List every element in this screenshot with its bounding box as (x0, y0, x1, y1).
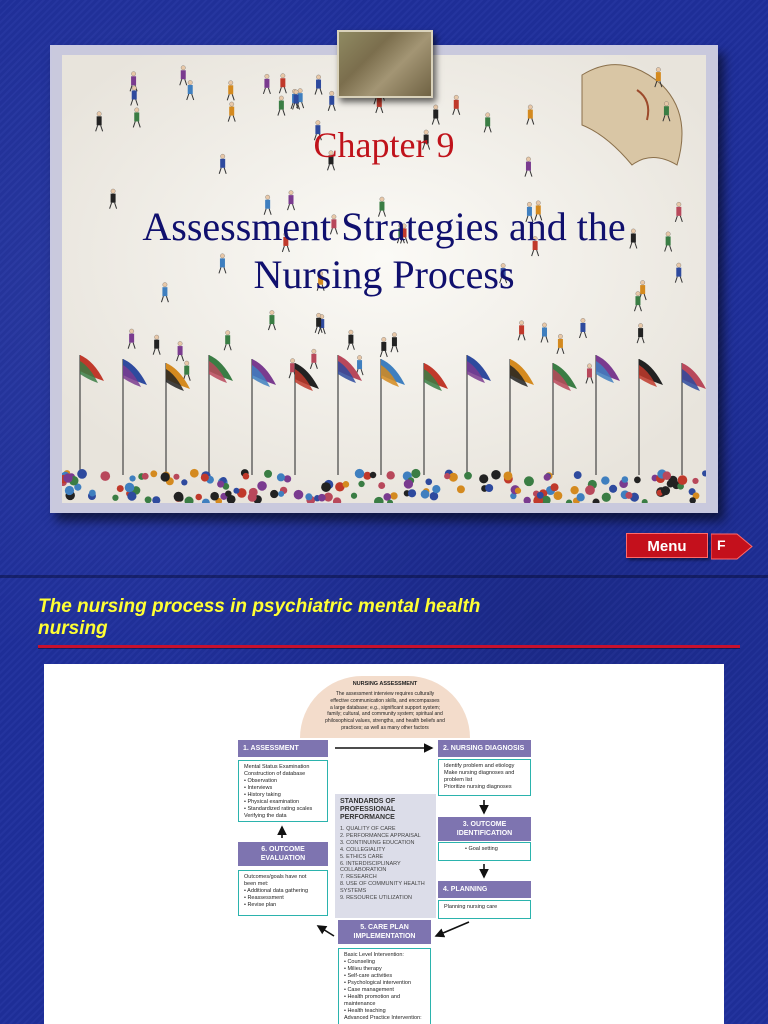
standards-item: 3. CONTINUING EDUCATION (340, 839, 415, 846)
assessment-item: Construction of database (244, 771, 306, 777)
diagnosis-item: problem list (444, 777, 473, 783)
standards-item: 6. INTERDISCIPLINARY (340, 860, 401, 867)
spectator-head (585, 485, 595, 495)
standards-title-line: STANDARDS OF (340, 798, 396, 805)
spectator-head (554, 491, 563, 500)
spectator-head (217, 481, 224, 488)
spectator-head (89, 490, 96, 497)
spectator-head (622, 476, 629, 483)
spectator-head (524, 476, 534, 486)
spectator-head (117, 485, 124, 492)
spectator-head (65, 486, 74, 495)
implementation-item: Basic Level Intervention: (344, 952, 404, 958)
chapter-title-line-2: Nursing Process (253, 252, 515, 297)
spectator-head (544, 474, 551, 481)
spectator-head (378, 482, 385, 489)
implementation-item: • Health promotion and (344, 994, 401, 1000)
spectator-head (479, 474, 488, 483)
implementation-header-line: IMPLEMENTATION (353, 933, 416, 940)
spectator-head (150, 470, 157, 477)
decorative-stone-tile (337, 30, 433, 98)
spectator-head (181, 479, 187, 485)
standards-item: SYSTEMS (340, 888, 367, 895)
standards-item: 8. USE OF COMMUNITY HEALTH (340, 881, 425, 888)
outcome-evaluation-item: • Reassessment (244, 895, 284, 901)
spectator-head (201, 474, 209, 482)
spectator-head (174, 492, 184, 502)
outcome-evaluation-item: • Additional data gathering (244, 888, 309, 894)
implementation-item: • Health teaching (344, 1008, 386, 1014)
spectator-head (404, 479, 413, 488)
outcome-evaluation-item: Outcomes/goals have not (244, 874, 307, 880)
nursing-assessment-line: family; cultural, and community system; spiritual and (327, 711, 443, 718)
slide-separator (0, 575, 768, 578)
standards-item: 9. RESOURCE UTILIZATION (340, 895, 413, 902)
spectator-head (408, 489, 416, 497)
outcome-evaluation-item: • Revise plan (244, 902, 277, 908)
standards-item: 5. ETHICS CARE (340, 853, 384, 860)
spectator-head (537, 492, 544, 499)
outcome-identification-header-line: IDENTIFICATION (456, 830, 513, 837)
spectator-head (634, 477, 641, 484)
spectator-head (145, 496, 152, 503)
spectator-head (305, 493, 312, 500)
spectator-head (601, 476, 609, 484)
spectator-head (195, 494, 202, 501)
chapter-title-line-1: Assessment Strategies and the (142, 204, 626, 249)
assessment-item: • Observation (244, 778, 278, 784)
outcome-evaluation-item: been met: (244, 881, 269, 887)
spectator-head (190, 469, 199, 478)
nursing-assessment-title: NURSING ASSESSMENT (352, 681, 418, 687)
spectator-head (63, 473, 72, 482)
spectator-head (667, 480, 675, 488)
implementation-item: Advanced Practice Intervention: (344, 1015, 422, 1021)
standards-item: 2. PERFORMANCE APPRAISAL (340, 832, 421, 839)
assessment-item: • Standardized rating scales (244, 806, 313, 812)
diagnosis-header: 2. NURSING DIAGNOSIS (438, 740, 531, 757)
spectator-head (425, 478, 432, 485)
diagram-arrows (44, 664, 724, 1024)
arrow-planning-to-implementation (436, 922, 469, 936)
arrow-implementation-to-evaluation (318, 926, 334, 936)
spectator-head (343, 481, 350, 488)
spectator-head (243, 473, 250, 480)
heading-divider (38, 645, 740, 648)
spectator-head (625, 492, 632, 499)
spectator-head (421, 490, 430, 499)
spectator-head (390, 492, 397, 499)
planning-header: 4. PLANNING (438, 881, 531, 898)
spectator-head (411, 469, 420, 478)
spectator-head (386, 471, 394, 479)
spectator-head (602, 493, 611, 502)
spectator-head (515, 488, 521, 494)
spectator-head (663, 471, 672, 480)
spectator-head (457, 485, 465, 493)
outcome-identification-item: • Goal setting (465, 846, 498, 852)
standards-item: COLLABORATION (340, 867, 387, 874)
diagnosis-item: Make nursing diagnoses and (444, 770, 515, 776)
assessment-item: Verifying the data (244, 813, 287, 819)
spectator-head (249, 488, 258, 497)
spectator-head (432, 485, 440, 493)
standards-item: 1. QUALITY OF CARE (340, 826, 396, 832)
outcome-evaluation-header-line: EVALUATION (260, 855, 306, 862)
diagnosis-item: Prioritize nursing diagnoses (444, 784, 512, 790)
standards-title-line: PROFESSIONAL (340, 806, 396, 813)
spectator-head (355, 469, 364, 478)
implementation-item: • Counseling (344, 959, 375, 965)
spectator-head (577, 493, 585, 501)
spectator-head (444, 473, 450, 479)
spectator-head (129, 475, 135, 481)
spectator-head (77, 469, 87, 479)
spectator-head (210, 492, 219, 501)
spectator-head (550, 483, 558, 491)
nursing-assessment-line: a large database; e.g., significant support system; (329, 704, 441, 711)
spectator-head (142, 473, 149, 480)
spectator-head (284, 475, 291, 482)
implementation-item: • Psychological intervention (344, 980, 412, 986)
chapter-title (60, 203, 708, 299)
implementation-header-line: 5. CARE PLAN (360, 924, 409, 931)
assessment-item: • Physical examination (244, 799, 300, 805)
spectator-head (358, 481, 364, 487)
outcome-identification-header-line: 3. OUTCOME (462, 821, 507, 828)
spectator-head (370, 472, 376, 478)
spectator-head (574, 471, 582, 479)
forward-label: F (717, 537, 726, 553)
spectator-head (270, 490, 278, 498)
standards-item: 4. COLLEGIALITY (340, 846, 386, 853)
standards-title-line: PERFORMANCE (340, 814, 395, 821)
spectator-head (351, 493, 357, 499)
spectator-head (678, 475, 688, 485)
spectator-head (233, 488, 239, 494)
assessment-header: 1. ASSESSMENT (238, 740, 328, 757)
nursing-assessment-line: effective communication skills, and encompasses (330, 697, 440, 704)
spectator-head (661, 486, 670, 495)
spectator-head (318, 494, 326, 502)
spectator-head (570, 486, 578, 494)
slide-heading-line-1: The nursing process in psychiatric mental health (38, 596, 481, 617)
standards-item: 7. RESEARCH (340, 874, 377, 881)
spectator-head (125, 483, 135, 493)
spectator-head (173, 474, 179, 480)
spectator-head (257, 481, 267, 491)
nursing-process-diagram (44, 664, 724, 1024)
implementation-item: • Milieu therapy (344, 966, 382, 972)
slide-heading (38, 596, 738, 640)
spectator-head (127, 492, 136, 501)
implementation-item: maintenance (344, 1001, 376, 1007)
spectator-head (321, 482, 331, 492)
assessment-item: Mental Status Examination (244, 764, 310, 770)
forward-button[interactable] (711, 533, 753, 560)
spectator-head (277, 473, 285, 481)
diagnosis-item: Identify problem and etiology (444, 763, 515, 769)
spectator-head (161, 472, 170, 481)
spectator-head (491, 470, 501, 480)
menu-button[interactable]: Menu (626, 533, 708, 558)
spectator-head (100, 471, 110, 481)
nursing-assessment-line: practices; as well as many other factors (341, 724, 429, 731)
spectator-head (294, 490, 304, 500)
spectator-head (464, 472, 472, 480)
spectator-head (609, 485, 617, 493)
spectator-head (504, 471, 513, 480)
spectator-head (264, 470, 272, 478)
nursing-assessment-line: The assessment interview requires culturally (335, 691, 435, 697)
nursing-assessment-line: philosophical values, strengths, and health beliefs and (325, 718, 445, 725)
spectator-head (278, 491, 284, 497)
spectator-head (485, 484, 493, 492)
assessment-item: • Interviews (244, 785, 273, 791)
implementation-item: • Self-care activities (344, 973, 393, 979)
implementation-item: • Case management (344, 987, 394, 993)
chapter-number: Chapter 9 (313, 125, 455, 165)
spectator-head (112, 495, 118, 501)
planning-item: Planning nursing care (444, 904, 498, 910)
slide-heading-line-2: nursing (38, 618, 108, 639)
assessment-item: • History taking (244, 792, 281, 798)
spectator-head (692, 478, 698, 484)
outcome-evaluation-header-line: 6. OUTCOME (261, 846, 305, 853)
